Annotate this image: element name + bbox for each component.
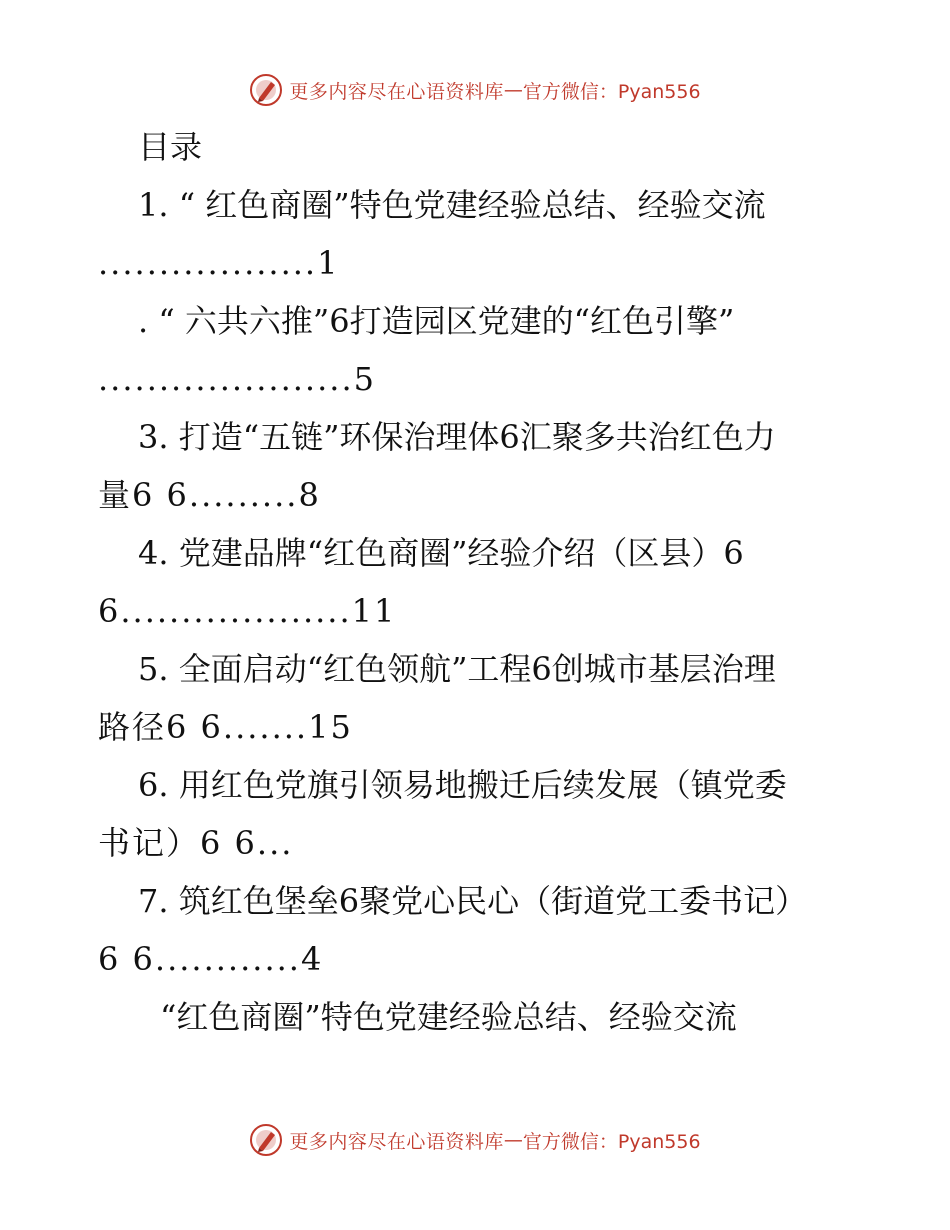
watermark-text: 更多内容尽在心语资料库 — [289, 1130, 504, 1153]
toc-line: 路径6 6.......15 — [98, 708, 353, 746]
watermark-dash: — — [503, 79, 523, 101]
watermark-contact: 官方微信：Pyan556 — [522, 1130, 701, 1153]
section-heading: “红色商圈”特色党建经验总结、经验交流 — [160, 998, 737, 1036]
toc-document — [98, 118, 858, 1046]
toc-title: 目录 — [138, 128, 203, 166]
toc-line: 6...................11 — [98, 592, 397, 630]
toc-line: .....................5 — [98, 360, 376, 398]
toc-line: 6. 用红色党旗引领易地搬迁后续发展（镇党委 — [138, 766, 787, 804]
toc-line: ..................1 — [98, 244, 340, 282]
toc-line: 书记）6 6... — [98, 824, 294, 862]
toc-line: 量6 6.........8 — [98, 476, 321, 514]
toc-line: 7. 筑红色堡垒6聚党心民心（街道党工委书记） — [138, 882, 808, 920]
toc-line: 6 6............4 — [98, 940, 324, 978]
watermark-banner-bottom — [0, 1120, 950, 1160]
toc-line: . “ 六共六推”6打造园区党建的“红色引擎” — [138, 302, 735, 340]
watermark-text: 更多内容尽在心语资料库 — [289, 80, 504, 103]
toc-line: 1. “ 红色商圈”特色党建经验总结、经验交流 — [138, 186, 766, 224]
watermark-banner-top — [0, 70, 950, 110]
toc-line: 5. 全面启动“红色领航”工程6创城市基层治理 — [138, 650, 776, 688]
pen-logo-icon — [249, 1123, 283, 1157]
toc-line: 3. 打造“五链”环保治理体6汇聚多共治红色力 — [138, 418, 776, 456]
watermark-contact: 官方微信：Pyan556 — [522, 80, 701, 103]
pen-logo-icon — [249, 73, 283, 107]
watermark-dash: — — [503, 1129, 523, 1151]
toc-line: 4. 党建品牌“红色商圈”经验介绍（区县）6 — [138, 534, 744, 572]
